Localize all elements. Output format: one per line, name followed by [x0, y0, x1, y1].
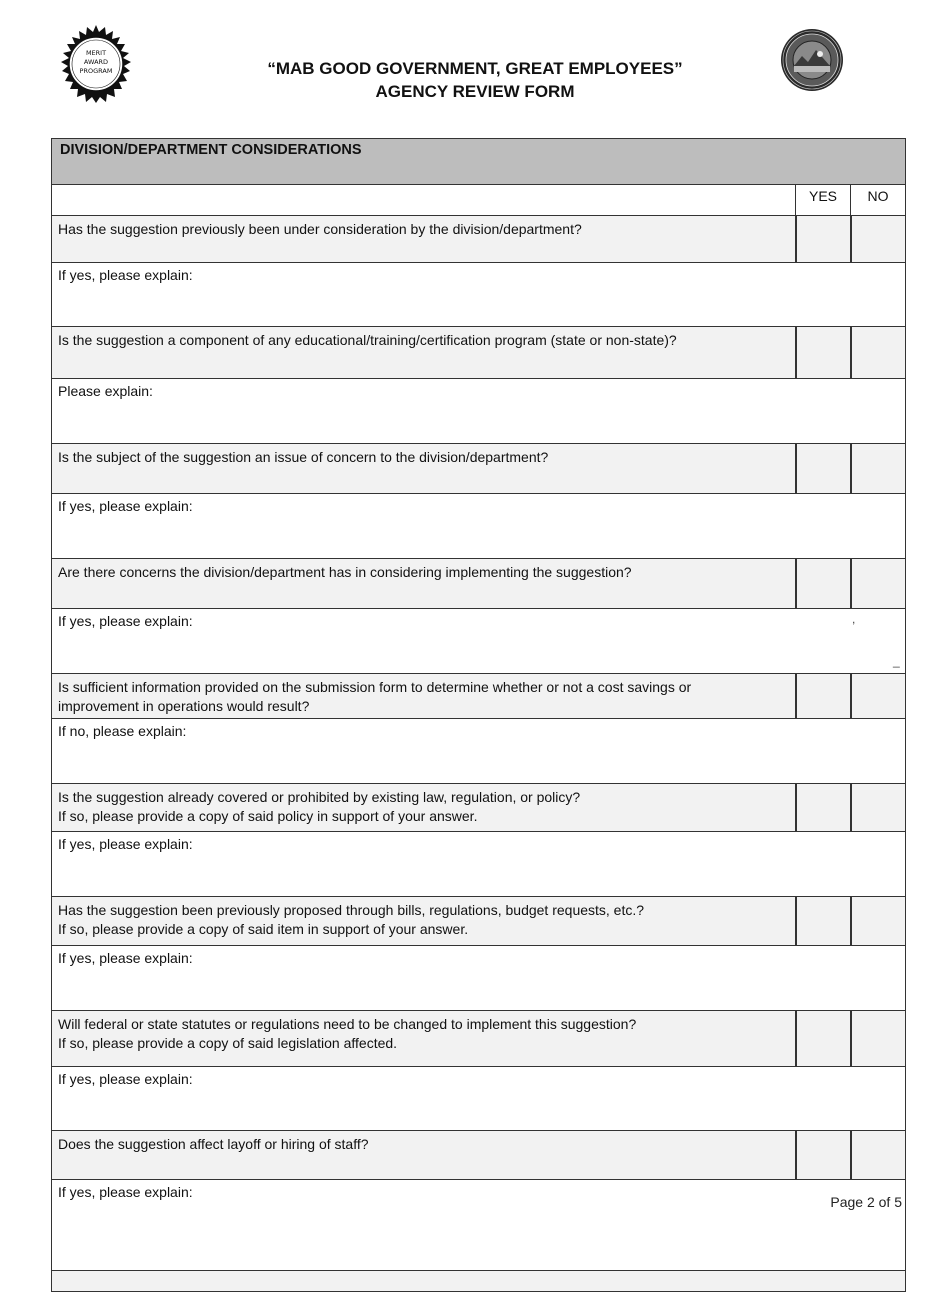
explanation-row — [52, 832, 906, 897]
question-row — [52, 1011, 906, 1067]
explanation-label: If yes, please explain: — [58, 267, 193, 283]
question-row — [52, 444, 906, 494]
question-text — [52, 1131, 796, 1180]
explanation-field[interactable] — [52, 946, 906, 1011]
question-row — [52, 897, 906, 946]
stray-mark: , — [852, 612, 856, 626]
form-title-line2: AGENCY REVIEW FORM — [375, 82, 575, 101]
yes-checkbox-cell[interactable] — [796, 674, 851, 719]
explanation-row — [52, 946, 906, 1011]
question-line: Is sufficient information provided on the submission form to determine whether or not a cost savings or — [58, 679, 692, 695]
question-text — [52, 559, 796, 609]
question-row — [52, 1131, 906, 1180]
question-line: Will federal or state statutes or regulations need to be changed to implement this suggestion? — [58, 1016, 637, 1032]
question-text — [52, 784, 796, 832]
explanation-row — [52, 1180, 906, 1271]
yes-checkbox-cell[interactable] — [796, 1131, 851, 1180]
yes-checkbox-cell[interactable] — [796, 784, 851, 832]
no-column-header: NO — [851, 185, 906, 216]
explanation-field[interactable] — [52, 609, 906, 674]
explanation-field[interactable] — [52, 494, 906, 559]
no-checkbox-cell[interactable] — [851, 216, 906, 263]
considerations-table — [51, 138, 906, 1292]
question-line: Is the suggestion already covered or prohibited by existing law, regulation, or policy? — [58, 789, 581, 805]
question-line: If so, please provide a copy of said policy in support of your answer. — [58, 808, 478, 824]
explanation-label: If yes, please explain: — [58, 1071, 193, 1087]
question-text — [52, 674, 796, 719]
explanation-label: If yes, please explain: — [58, 498, 193, 514]
explanation-row — [52, 494, 906, 559]
explanation-field[interactable] — [52, 379, 906, 444]
no-checkbox-cell[interactable] — [851, 1011, 906, 1067]
question-text — [52, 444, 796, 494]
question-line: Does the suggestion affect layoff or hiring of staff? — [58, 1136, 369, 1152]
no-checkbox-cell[interactable] — [851, 327, 906, 379]
explanation-row — [52, 379, 906, 444]
explanation-label: If yes, please explain: — [58, 836, 193, 852]
question-text — [52, 327, 796, 379]
question-line: If so, please provide a copy of said legislation affected. — [58, 1035, 398, 1051]
seal-text-line1: MERIT — [85, 49, 107, 57]
table-footer-row — [52, 1271, 906, 1292]
question-row — [52, 559, 906, 609]
question-row — [52, 674, 906, 719]
explanation-row — [52, 609, 906, 674]
yes-checkbox-cell[interactable] — [796, 327, 851, 379]
page-header — [0, 0, 950, 120]
explanation-label: If no, please explain: — [58, 723, 187, 739]
explanation-field[interactable] — [52, 263, 906, 327]
question-row — [52, 327, 906, 379]
yes-checkbox-cell[interactable] — [796, 559, 851, 609]
no-checkbox-cell[interactable] — [851, 444, 906, 494]
explanation-row — [52, 1067, 906, 1131]
explanation-field[interactable] — [52, 1180, 906, 1271]
explanation-label: If yes, please explain: — [58, 950, 193, 966]
question-row — [52, 216, 906, 263]
explanation-label: Please explain: — [58, 383, 153, 399]
explanation-row — [52, 719, 906, 784]
question-line: Are there concerns the division/department has in considering implementing the suggestion? — [58, 564, 632, 580]
stray-mark: _ — [893, 654, 900, 668]
state-seal-icon — [780, 28, 844, 92]
seal-text-line2: AWARD — [83, 58, 109, 66]
yes-column-header: YES — [796, 185, 851, 216]
table-footer-cell — [52, 1271, 906, 1292]
no-checkbox-cell[interactable] — [851, 674, 906, 719]
explanation-field[interactable] — [52, 832, 906, 897]
question-line: If so, please provide a copy of said item in support of your answer. — [58, 921, 469, 937]
no-checkbox-cell[interactable] — [851, 784, 906, 832]
seal-text-line3: PROGRAM — [79, 67, 113, 75]
yes-checkbox-cell[interactable] — [796, 444, 851, 494]
question-line: Is the subject of the suggestion an issue of concern to the division/department? — [58, 449, 549, 465]
form-title-line1: “MAB GOOD GOVERNMENT, GREAT EMPLOYEES” — [267, 59, 683, 78]
question-row — [52, 784, 906, 832]
yes-checkbox-cell[interactable] — [796, 1011, 851, 1067]
question-line: Has the suggestion been previously proposed through bills, regulations, budget requests, etc.? — [58, 902, 645, 918]
question-line: Is the suggestion a component of any educational/training/certification program (state or non-state)? — [58, 332, 677, 348]
yes-checkbox-cell[interactable] — [796, 216, 851, 263]
yes-checkbox-cell[interactable] — [796, 897, 851, 946]
explanation-label: If yes, please explain: — [58, 1184, 193, 1200]
no-checkbox-cell[interactable] — [851, 1131, 906, 1180]
question-text — [52, 216, 796, 263]
question-line: improvement in operations would result? — [58, 698, 310, 714]
explanation-label: If yes, please explain: — [58, 613, 193, 629]
explanation-field[interactable] — [52, 719, 906, 784]
column-header-spacer — [52, 185, 796, 216]
no-checkbox-cell[interactable] — [851, 559, 906, 609]
section-title: DIVISION/DEPARTMENT CONSIDERATIONS — [52, 139, 906, 185]
page-number: Page 2 of 5 — [830, 1194, 902, 1210]
question-text — [52, 897, 796, 946]
explanation-field[interactable] — [52, 1067, 906, 1131]
explanation-row — [52, 263, 906, 327]
question-line: Has the suggestion previously been under consideration by the division/department? — [58, 221, 582, 237]
no-checkbox-cell[interactable] — [851, 897, 906, 946]
question-text — [52, 1011, 796, 1067]
